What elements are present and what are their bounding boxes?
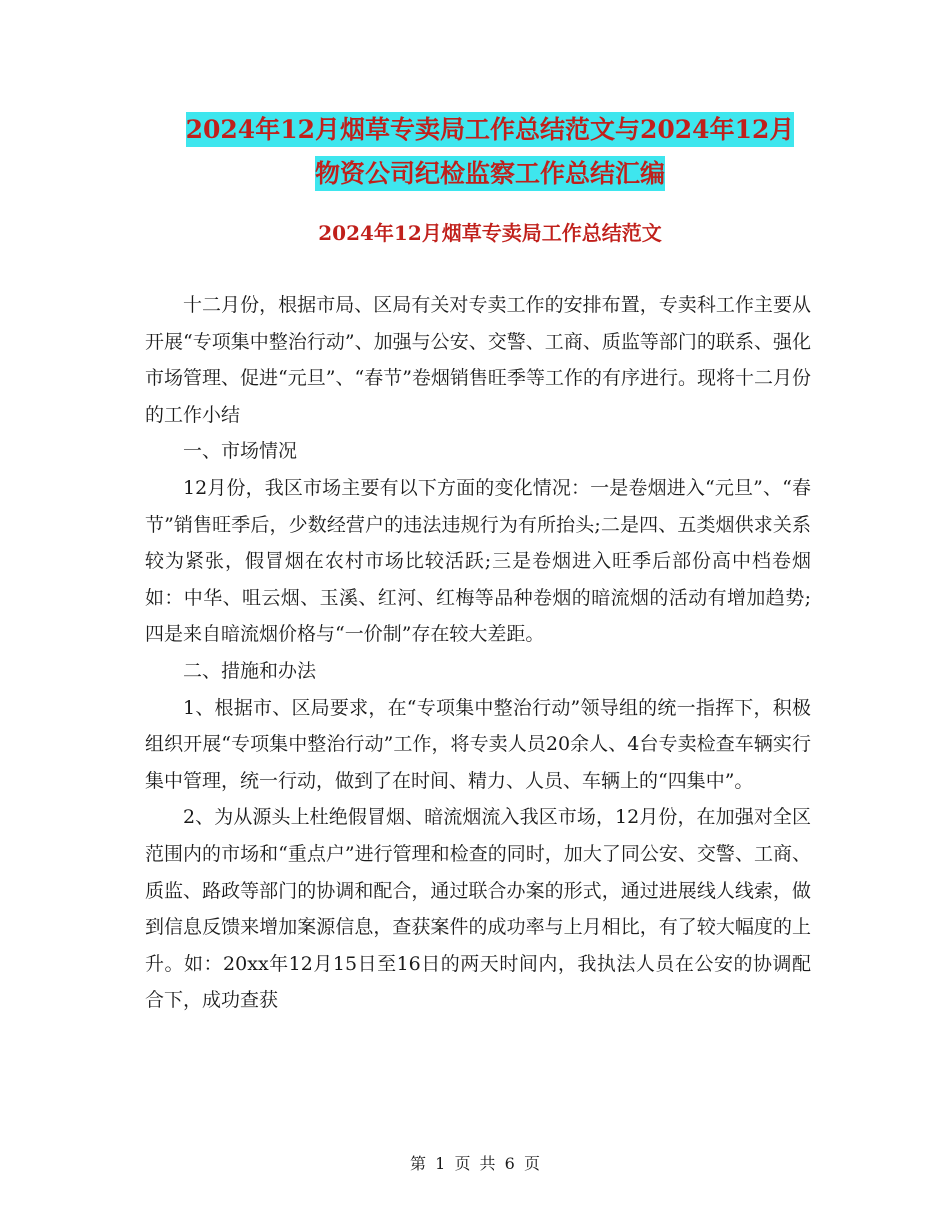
paragraph-market-changes: 12月份，我区市场主要有以下方面的变化情况：一是卷烟进入“元旦”、“春节”销售旺季后，少数经营户的违法违规行为有所抬头;二是四、五类烟供求关系较为紧张，假冒烟在农村市场比较活跃;三是卷烟进入旺季后部份高中档卷烟如：中华、咀云烟、玉溪、红河、红梅等品种卷烟的暗流烟的活动有增加趋势;四是来自暗流烟价格与“一价制”存在较大差距。	[145, 476, 811, 646]
footer-total-unit: 页	[523, 1154, 540, 1173]
footer-total-prefix: 共	[479, 1154, 496, 1173]
footer-page-unit: 页	[454, 1154, 471, 1173]
document-title-line-2: 物资公司纪检监察工作总结汇编	[315, 156, 665, 191]
document-body	[145, 287, 811, 1019]
document-title	[140, 108, 840, 196]
footer-page-prefix: 第	[410, 1154, 427, 1173]
footer-total-pages: 6	[504, 1154, 515, 1173]
page-footer	[0, 1152, 950, 1176]
paragraph-intro: 十二月份，根据市局、区局有关对专卖工作的安排布置，专卖科工作主要从开展“专项集中整治行动”、加强与公安、交警、工商、质监等部门的联系、强化市场管理、促进“元旦”、“春节”卷烟销售旺季等工作的有序进行。现将十二月份的工作小结	[145, 294, 811, 426]
footer-page-number: 1	[435, 1154, 446, 1173]
heading-market-situation: 一、市场情况	[183, 440, 298, 463]
heading-measures: 二、措施和办法	[183, 659, 317, 682]
section-title: 2024年12月烟草专卖局工作总结范文	[318, 221, 662, 245]
paragraph-measure-1: 1、根据市、区局要求，在“专项集中整治行动”领导组的统一指挥下，积极组织开展“专项集中整治行动”工作，将专卖人员20余人、4台专卖检查车辆实行集中管理，统一行动，做到了在时间、精力、人员、车辆上的“四集中”。	[145, 696, 811, 792]
document-title-line-1: 2024年12月烟草专卖局工作总结范文与2024年12月	[186, 112, 795, 147]
paragraph-measure-2: 2、为从源头上杜绝假冒烟、暗流烟流入我区市场，12月份，在加强对全区范围内的市场和“重点户”进行管理和检查的同时，加大了同公安、交警、工商、质监、路政等部门的协调和配合，通过联合办案的形式，通过进展线人线索，做到信息反馈来增加案源信息，查获案件的成功率与上月相比，有了较大幅度的上升。如：20xx年12月15日至16日的两天时间内，我执法人员在公安的协调配合下，成功查获	[145, 806, 811, 1012]
